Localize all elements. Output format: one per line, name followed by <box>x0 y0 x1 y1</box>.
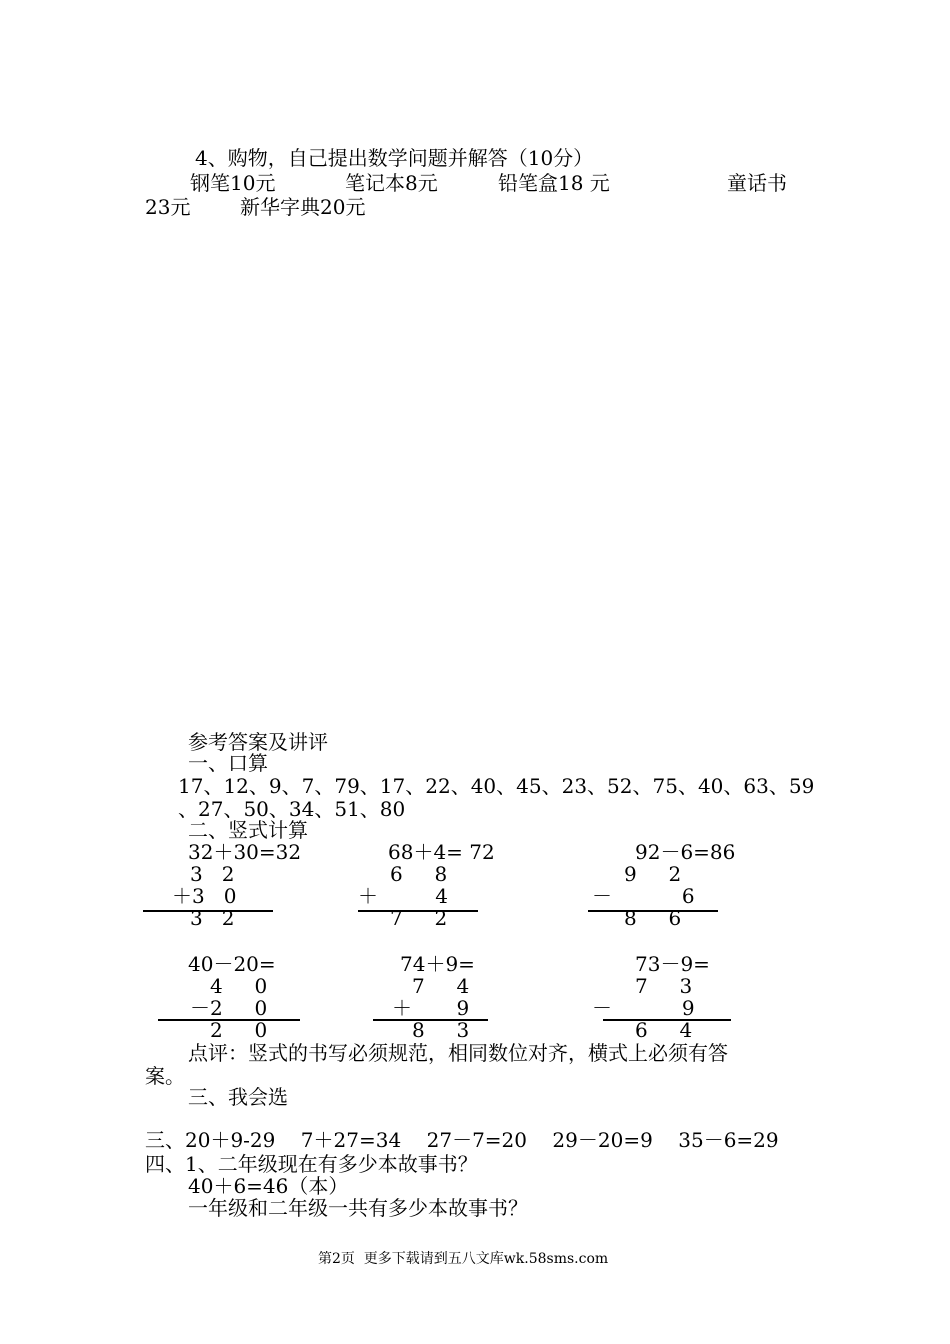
calc6-top: 7 3 <box>635 974 693 998</box>
section4-answer1: 40＋6=46（本） <box>188 1174 349 1198</box>
item-pen: 钢笔10元 <box>190 171 276 195</box>
section4-question2: 一年级和二年级一共有多少本故事书？ <box>188 1196 528 1220</box>
section3-title: 三、我会选 <box>188 1085 288 1109</box>
section1-title: 一、口算 <box>188 751 268 775</box>
item-notebook: 笔记本8元 <box>345 171 438 195</box>
calc4-result: 2 0 <box>210 1018 268 1042</box>
calc3-equation: 92－6=86 <box>635 840 736 864</box>
calc1-mid: ＋3 0 <box>172 884 237 908</box>
calc1-result: 3 2 <box>190 906 235 930</box>
calc2-result: 7 2 <box>390 906 448 930</box>
answers-heading: 参考答案及讲评 <box>188 730 328 754</box>
section2-title: 二、竖式计算 <box>188 818 308 842</box>
calc3-top: 9 2 <box>624 862 682 886</box>
section4-question1: 四、1、二年级现在有多少本故事书？ <box>145 1152 478 1176</box>
calc5-mid: ＋ 9 <box>392 996 470 1020</box>
calc2-equation: 68＋4= 72 <box>388 840 495 864</box>
item-pencil-box: 铅笔盒18 元 <box>498 171 610 195</box>
item-storybook: 童话书 <box>727 171 787 195</box>
section3-answers: 三、20＋9-29 7＋27=34 27－7=20 29－20=9 35－6=29 <box>145 1128 779 1152</box>
page-footer: 第2页 更多下载请到五八文库wk.58sms.com <box>318 1251 609 1267</box>
section1-line1: 17、12、9、7、79、17、22、40、45、23、52、75、40、63、59 <box>178 774 815 798</box>
section1-line2: 、27、50、34、51、80 <box>178 797 406 821</box>
calc6-mid: － 9 <box>592 996 695 1020</box>
calc4-equation: 40－20= <box>188 952 276 976</box>
calc6-result: 6 4 <box>635 1018 693 1042</box>
item-dictionary: 新华字典20元 <box>240 195 366 219</box>
q4-title: 4、购物，自己提出数学问题并解答（10分） <box>195 146 594 170</box>
calc3-mid: － 6 <box>592 884 695 908</box>
calc5-top: 7 4 <box>412 974 470 998</box>
calc1-top: 3 2 <box>190 862 235 886</box>
calc2-top: 6 8 <box>390 862 448 886</box>
comment-line1: 点评：竖式的书写必须规范，相同数位对齐，横式上必须有答 <box>188 1041 728 1065</box>
calc3-result: 8 6 <box>624 906 682 930</box>
calc5-equation: 74＋9= <box>400 952 475 976</box>
calc1-equation: 32＋30=32 <box>188 840 302 864</box>
calc4-mid: －2 0 <box>190 996 268 1020</box>
calc4-top: 4 0 <box>210 974 268 998</box>
calc6-equation: 73－9= <box>635 952 710 976</box>
comment-line2: 案。 <box>145 1064 185 1088</box>
calc5-result: 8 3 <box>412 1018 470 1042</box>
item-storybook-price: 23元 <box>145 195 191 219</box>
calc2-mid: ＋ 4 <box>358 884 448 908</box>
